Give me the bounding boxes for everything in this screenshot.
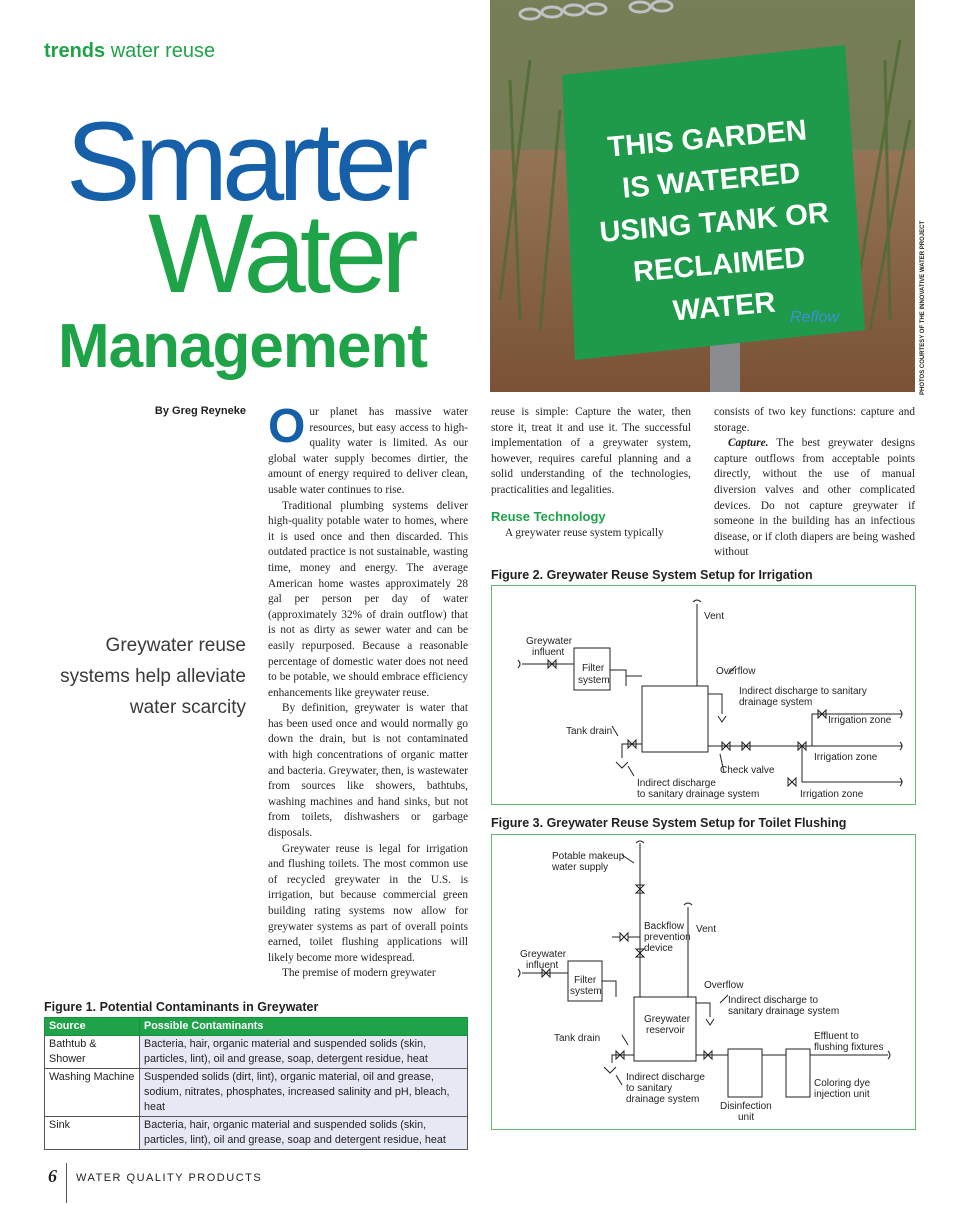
fig3-influent-label-1: Greywater — [520, 949, 567, 960]
kicker-section: trends — [44, 40, 106, 62]
figure-3-diagram — [491, 834, 916, 1130]
article-paragraph-4: Greywater reuse is legal for irrigation and flushing toilets. The most common use of recycled greywater in the U.S. is irrigation, but because commercial green building rating systems now allow for greywater systems as part of overall points earned, toilet flushing applications will likely become more widespread. — [268, 842, 468, 964]
fig3-overflow-label: Overflow — [704, 980, 744, 991]
table-header-row — [45, 1018, 468, 1036]
table-header-contaminants: Possible Contaminants — [140, 1018, 468, 1036]
fig2-filter-label-1: Filter — [582, 663, 605, 674]
fig3-indirect-b-label-2: to sanitary — [626, 1083, 673, 1094]
fig3-potable-label-2: water supply — [552, 862, 609, 873]
fig3-indirect-a-label-2: sanitary drainage system — [728, 1006, 840, 1017]
fig3-effluent-label-2: flushing fixtures — [814, 1042, 884, 1053]
fig3-backflow-label-2: prevention — [644, 932, 691, 943]
publication-name: WATER QUALITY PRODUCTS — [76, 1172, 263, 1184]
article-paragraph-5: The premise of modern greywater — [282, 967, 436, 980]
fig3-coloring-label-2: injection unit — [814, 1089, 870, 1100]
fig3-filter-label-1: Filter — [574, 975, 597, 986]
article-col3-paragraph-2-text: The best greywater designs capture outflows from acceptable points directly, without the use of manual diversion valves and other complicated devices. Do not capture greywater if someone in the building has an infectious disease, or if cloth diapers are being washed without — [714, 437, 915, 559]
fig2-tank-drain-label: Tank drain — [566, 726, 613, 737]
figure-2-title: Figure 2. Greywater Reuse System Setup for Irrigation — [491, 568, 813, 582]
fig3-vent-label: Vent — [696, 924, 717, 935]
table-cell-contaminants: Suspended solids (dirt, lint), organic material, oil and grease, sodium, nitrates, phosphates, increased salinity and pH, bleach, heat — [140, 1069, 468, 1117]
fig3-filter-label-2: system — [570, 986, 602, 997]
article-paragraph-1 — [268, 400, 468, 499]
contaminants-table — [44, 1017, 468, 1150]
fig2-irrigation-label-1: Irrigation zone — [828, 715, 892, 726]
fig3-backflow-label-3: device — [644, 943, 673, 954]
section-kicker — [44, 40, 215, 63]
fig3-indirect-b-label-1: Indirect discharge — [626, 1072, 705, 1083]
article-col3-paragraph-2 — [714, 436, 915, 561]
fig3-effluent-label-1: Effluent to — [814, 1031, 859, 1042]
figure-2-diagram — [491, 585, 916, 805]
fig2-indirect-b-label-1: Indirect discharge — [637, 778, 716, 789]
sign-line-1: THIS GARDEN — [606, 114, 809, 164]
title-line-management: Management — [58, 312, 427, 381]
table-cell-source: Sink — [45, 1117, 140, 1150]
fig3-coloring-label-1: Coloring dye — [814, 1078, 871, 1089]
article-column-1 — [268, 400, 468, 982]
fig2-indirect-b-label-2: to sanitary drainage system — [637, 789, 760, 800]
fig3-disinfection-label-1: Disinfection — [720, 1101, 772, 1112]
figure-3-title: Figure 3. Greywater Reuse System Setup for Toilet Flushing — [491, 816, 847, 830]
fig3-tank-drain-label: Tank drain — [554, 1033, 601, 1044]
sign-line-5: WATER — [671, 286, 777, 328]
fig2-irrigation-label-2: Irrigation zone — [814, 752, 878, 763]
article-paragraph-2: Traditional plumbing systems deliver high-quality potable water to homes, where it is used once and then discarded. This outdated practice is not sustainable, wasting time, money and energy. The average American home wastes approximately 28 gal per person per day of water (approximately 32% of drain outflow) that is not as dirty as sewer water and can be easily repurposed. Because a reasonable percentage of domestic water does not need to be potable, we should embrace efficiency enhancements like greywater reuse. — [268, 499, 468, 699]
table-cell-source: Bathtub & Shower — [45, 1036, 140, 1069]
article-paragraph-1-text: ur planet has massive water resources, but easy access to high-quality water is limited. As our global water supply becomes dirtier, the amount of energy required to deliver clean, usable water continues to rise. — [268, 406, 468, 496]
fig2-check-valve-label: Check valve — [720, 765, 775, 776]
fig3-reservoir-label-2: reservoir — [646, 1025, 685, 1036]
kicker-topic: water reuse — [110, 40, 216, 62]
sign-line-2: IS WATERED — [621, 157, 802, 205]
garden-sign-photo — [490, 0, 915, 392]
drop-cap: O — [268, 400, 306, 453]
subhead-reuse-technology: Reuse Technology — [491, 508, 606, 524]
fig2-influent-label-1: Greywater — [526, 636, 573, 647]
article-col2-paragraph-2: A greywater reuse system typically — [505, 527, 664, 540]
sign-line-3: USING TANK OR — [598, 197, 831, 249]
article-column-3 — [714, 405, 915, 561]
article-col3-paragraph-1: consists of two key functions: capture and storage. — [714, 406, 915, 434]
irrigation-diagram — [492, 586, 915, 804]
fig2-indirect-a-label-1: Indirect discharge to sanitary — [739, 686, 867, 697]
article-column-2 — [491, 405, 691, 542]
sign-line-4: RECLAIMED — [631, 241, 807, 289]
figure-1-title: Figure 1. Potential Contaminants in Greywater — [44, 1000, 319, 1014]
table-cell-source: Washing Machine — [45, 1069, 140, 1117]
table-cell-contaminants: Bacteria, hair, organic material and suspended solids (skin, particles, lint), oil and grease, soap, detergent residue, heat — [140, 1036, 468, 1069]
table-header-source: Source — [45, 1018, 140, 1036]
byline: By Greg Reyneke — [154, 405, 246, 417]
fig3-influent-label-2: influent — [526, 960, 559, 971]
page-number: 6 — [48, 1166, 57, 1186]
pull-quote: Greywater reuse systems help alleviate water scarcity — [60, 635, 246, 718]
title-line-smarter: Smarter — [66, 99, 423, 224]
fig2-indirect-a-label-2: drainage system — [739, 697, 813, 708]
article-paragraph-3: By definition, greywater is water that has been used once and would normally go down the drain, but is not contaminated with high concentrations of organic matter and bacteria. Greywater, then, is wastewater from sources like showers, bathtubs, washing machines and hand sinks, but not from toilets, dishwashers or garbage disposals. — [268, 702, 468, 840]
fig3-backflow-label-1: Backflow — [644, 921, 685, 932]
fig3-disinfection-label-2: unit — [738, 1112, 755, 1123]
table-row — [45, 1117, 468, 1150]
fig2-overflow-label: Overflow — [716, 666, 756, 677]
fig2-vent-label: Vent — [704, 611, 725, 622]
table-row — [45, 1069, 468, 1117]
photo-illustration — [490, 0, 915, 392]
article-col2-paragraph-1: reuse is simple: Capture the water, then store it, treat it and use it. The successful implementation of a greywater system, however, requires careful planning and a solid understanding of the technologies, practicalities and legalities. — [491, 406, 691, 496]
capture-lead-in: Capture. — [728, 437, 769, 450]
toilet-flushing-diagram — [492, 835, 915, 1129]
fig3-reservoir-label-1: Greywater — [644, 1014, 691, 1025]
fig3-indirect-a-label-1: Indirect discharge to — [728, 995, 819, 1006]
photo-credit-text: PHOTOS COURTESY OF THE INNOVATIVE WATER PROJECT — [920, 220, 926, 395]
title-line-water: Water — [148, 191, 413, 316]
fig2-filter-label-2: system — [578, 675, 610, 686]
fig3-indirect-b-label-3: drainage system — [626, 1094, 700, 1105]
sign-logo: Reflow — [790, 309, 839, 326]
footer-divider — [66, 1163, 67, 1203]
fig2-irrigation-label-3: Irrigation zone — [800, 789, 864, 800]
table-row — [45, 1036, 468, 1069]
photo-credit — [918, 220, 930, 395]
table-cell-contaminants: Bacteria, hair, organic material and suspended solids (skin, particles, lint), oil and grease, soap and detergent residue, heat — [140, 1117, 468, 1150]
fig2-influent-label-2: influent — [532, 647, 565, 658]
fig3-potable-label-1: Potable makeup — [552, 851, 625, 862]
